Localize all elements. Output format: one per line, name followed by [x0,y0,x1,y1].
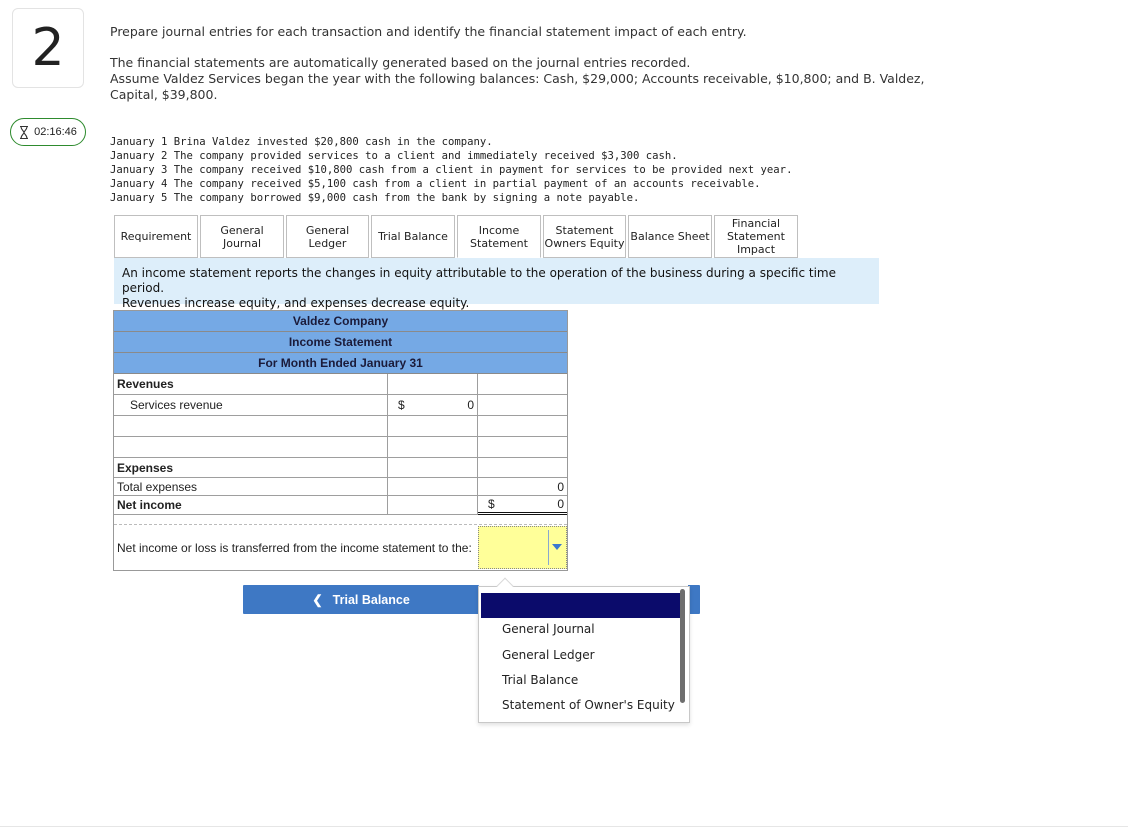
table-row [114,496,567,515]
dropdown-option[interactable]: Trial Balance [502,673,579,687]
timer-text: 02:16:46 [34,126,77,138]
dropdown-option-blank[interactable] [481,593,680,618]
currency-symbol: $ [488,497,495,511]
dropdown-option[interactable]: Statement of Owner's Equity [502,698,675,712]
transfer-destination-select[interactable] [478,526,567,569]
transfer-row [114,524,567,570]
total-cell[interactable] [478,437,567,457]
transaction-item: January 4 The company received $5,100 cash from a client in partial payment of an accounts receivable. [110,178,761,190]
total-expenses-value: 0 [557,479,564,494]
table-row [114,437,567,458]
total-cell[interactable] [478,458,567,477]
total-expenses-label: Total expenses [114,478,388,495]
transaction-item: January 5 The company borrowed $9,000 cash from the bank by signing a note payable. [110,192,640,204]
net-income-value: 0 [557,497,564,511]
total-cell[interactable] [478,374,567,394]
prev-trial-balance-button[interactable] [243,585,479,614]
dropdown-option[interactable]: General Journal [502,622,595,636]
currency-symbol: $ [398,398,405,412]
table-row [114,416,567,437]
amount-cell[interactable] [388,478,478,495]
prev-button-label: Trial Balance [332,592,410,607]
table-row [114,458,567,478]
instruction-banner [114,258,879,310]
account-input[interactable] [114,437,388,457]
tab-balance-sheet[interactable]: Balance Sheet [628,215,712,258]
account-input[interactable] [114,416,388,436]
income-statement-form [113,310,568,571]
transaction-item: January 3 The company received $10,800 cash from a client in payment for services to be provided next year. [110,164,793,176]
dropdown-scrollbar[interactable] [680,589,685,703]
table-row [114,478,567,496]
total-cell[interactable] [478,416,567,436]
tab-financial-statement-impact[interactable]: Financial Statement Impact [714,215,798,258]
intro-line: Assume Valdez Services began the year with the following balances: Cash, $29,000; Accounts receivable, $10,800; and B. Valdez, [110,71,925,86]
transaction-item: January 1 Brina Valdez invested $20,800 cash in the company. [110,136,493,148]
expenses-heading: Expenses [114,458,388,477]
services-revenue-value: 0 [467,398,474,412]
table-row [114,395,567,416]
dropdown-arrow-icon[interactable] [552,544,562,550]
divider [0,826,1128,827]
transaction-item: January 2 The company provided services to a client and immediately received $3,300 cash. [110,150,678,162]
net-income-amount [478,496,567,515]
tab-income-statement[interactable]: Income Statement [457,215,541,258]
question-intro [110,24,970,103]
tab-statement-owners-equity[interactable]: Statement Owners Equity [543,215,626,258]
tab-requirement[interactable]: Requirement [114,215,198,258]
amount-cell[interactable] [388,416,478,436]
tab-trial-balance[interactable]: Trial Balance [371,215,455,258]
dropdown-option[interactable]: General Ledger [502,648,595,662]
revenues-heading: Revenues [114,374,388,394]
amount-cell[interactable] [388,374,478,394]
table-row [114,374,567,395]
banner-line: Revenues increase equity, and expenses decrease equity. [122,296,470,310]
banner-line: An income statement reports the changes in equity attributable to the operation of the business during a specific time period. [122,266,836,295]
net-income-label: Net income [114,496,388,515]
intro-line: Capital, $39,800. [110,87,218,102]
company-name: Valdez Company [114,311,567,332]
question-number: 2 [12,8,84,88]
tab-general-journal[interactable]: General Journal [200,215,284,258]
total-cell[interactable] [478,395,567,415]
total-expenses-amount [478,478,567,495]
intro-line: Prepare journal entries for each transaction and identify the financial statement impact of each entry. [110,24,747,39]
intro-line: The financial statements are automatically generated based on the journal entries recorded. [110,55,691,70]
statement-title: Income Statement [114,332,567,353]
transaction-list [110,121,792,219]
amount-cell[interactable] [388,458,478,477]
chevron-left-icon: ❮ [312,593,323,607]
tab-general-ledger[interactable]: General Ledger [286,215,369,258]
hourglass-icon [19,126,29,139]
amount-cell[interactable] [388,496,478,515]
transfer-question: Net income or loss is transferred from the income statement to the: [117,540,472,555]
statement-period: For Month Ended January 31 [114,353,567,374]
amount-cell[interactable] [388,437,478,457]
requirement-tabs [114,215,800,258]
timer [10,118,86,146]
services-revenue-label[interactable]: Services revenue [114,395,388,415]
transfer-dropdown-menu [478,586,690,723]
services-revenue-amount[interactable] [388,395,478,415]
